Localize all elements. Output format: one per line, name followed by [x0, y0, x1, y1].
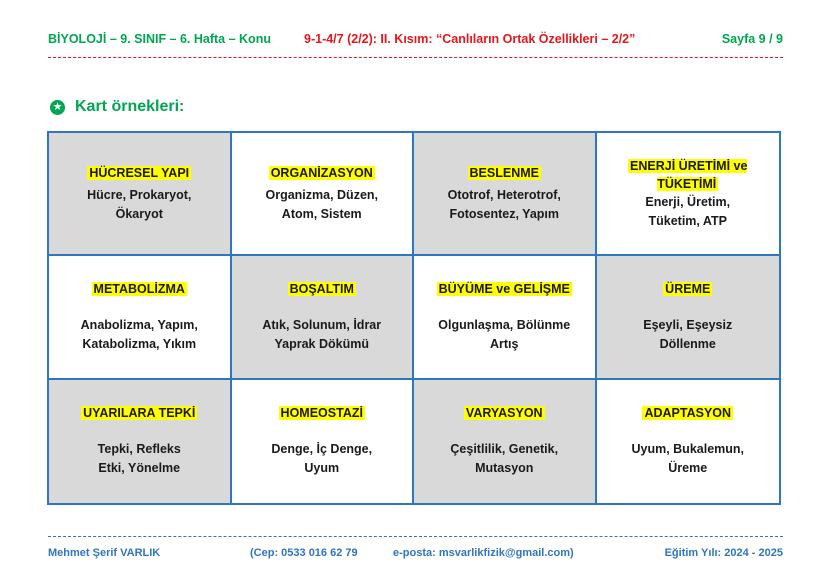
card-description: Atık, Solunum, İdrar Yaprak Dökümü	[262, 317, 382, 351]
card	[232, 256, 415, 379]
card-description: Çeşitlilik, Genetik, Mutasyon	[450, 442, 559, 476]
card-title: ORGANİZASYON	[270, 165, 373, 180]
card-title: METABOLİZMA	[93, 281, 185, 296]
card	[49, 133, 232, 256]
card	[232, 133, 415, 256]
card-description: Hücre, Prokaryot, Ökaryot	[87, 187, 192, 221]
card	[597, 256, 780, 379]
card-title: UYARILARA TEPKİ	[83, 406, 196, 421]
card-description: Uyum, Bukalemun, Üreme	[631, 442, 745, 476]
card	[414, 380, 597, 503]
cards-grid	[47, 131, 781, 505]
card-title: BESLENME	[469, 165, 539, 180]
card-title: HÜCRESEL YAPI	[89, 165, 190, 180]
card-title: ÜREME	[665, 281, 711, 296]
header-subject: BİYOLOJİ – 9. SINIF – 6. Hafta – Konu	[48, 32, 271, 46]
card-description: Denge, İç Denge, Uyum	[271, 442, 373, 476]
card-description: Enerji, Üretim, Tüketim, ATP	[645, 194, 731, 228]
card-description: Olgunlaşma, Bölünme Artış	[438, 317, 571, 351]
card-title: HOMEOSTAZİ	[280, 406, 363, 421]
card	[597, 133, 780, 256]
card-description: Organizma, Düzen, Atom, Sistem	[265, 187, 379, 221]
card	[414, 133, 597, 256]
footer-author: Mehmet Şerif VARLIK	[48, 547, 161, 559]
star-icon: ★	[50, 100, 65, 115]
footer-email: e-posta: msvarlikfizik@gmail.com)	[393, 547, 574, 559]
card-title: VARYASYON	[465, 406, 543, 421]
header-page-number: Sayfa 9 / 9	[721, 32, 783, 46]
card	[414, 256, 597, 379]
card-title: ENERJİ ÜRETİMİ ve TÜKETİMİ	[630, 158, 748, 191]
card-title: BOŞALTIM	[289, 281, 354, 296]
card	[49, 256, 232, 379]
card-title: ADAPTASYON	[644, 406, 732, 421]
footer-divider	[48, 536, 783, 537]
footer-phone: (Cep: 0533 016 62 79	[250, 547, 358, 559]
section-heading	[50, 98, 184, 116]
section-title: Kart örnekleri:	[75, 98, 185, 115]
card	[49, 380, 232, 503]
header-topic: 9-1-4/7 (2/2): II. Kısım: “Canlıların Ortak Özellikleri – 2/2”	[304, 32, 636, 46]
card-description: Ototrof, Heterotrof, Fotosentez, Yapım	[447, 187, 561, 221]
footer-year: Eğitim Yılı: 2024 - 2025	[664, 547, 783, 559]
card-description: Anabolizma, Yapım, Katabolizma, Yıkım	[80, 317, 198, 351]
header-divider	[48, 57, 783, 58]
card	[597, 380, 780, 503]
card-description: Eşeyli, Eşeysiz Döllenme	[643, 317, 733, 351]
card-title: BÜYÜME ve GELİŞME	[438, 281, 570, 296]
card	[232, 380, 415, 503]
card-description: Tepki, Refleks Etki, Yönelme	[97, 442, 181, 476]
